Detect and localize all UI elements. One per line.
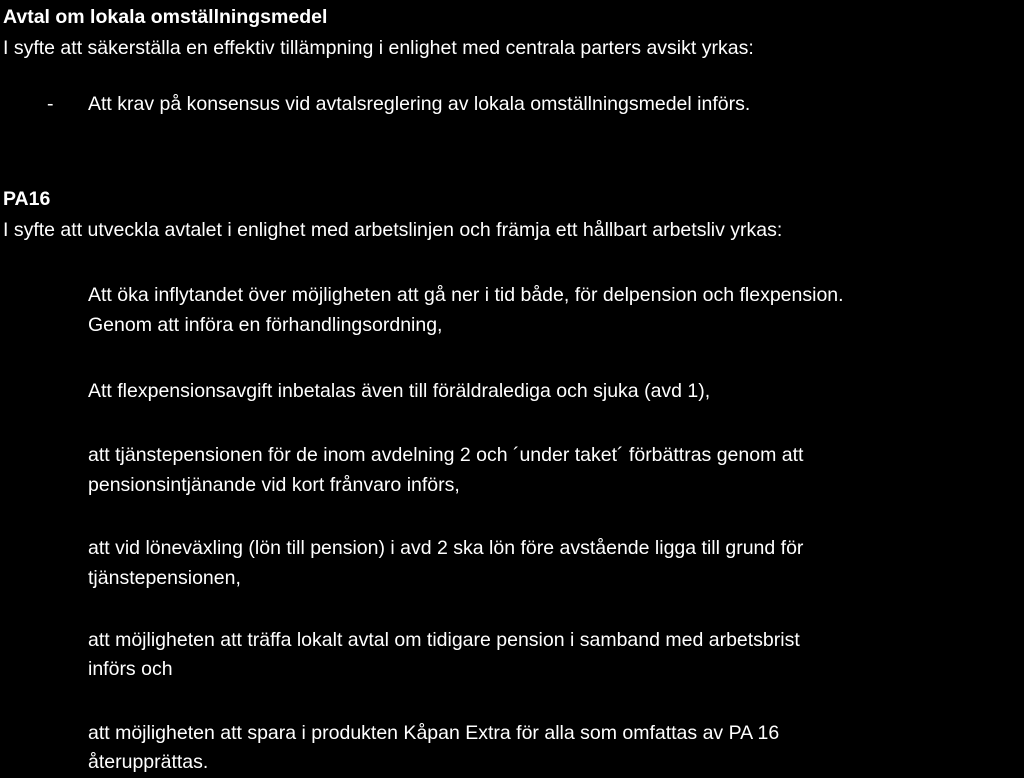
bullet-text: Att krav på konsensus vid avtalsreglering av lokala omställningsmedel införs. (88, 93, 751, 115)
section-intro: I syfte att säkerställa en effektiv tillämpning i enlighet med centrala parters avsikt yrkas: (3, 37, 754, 59)
list-item-line: Genom att införa en förhandlingsordning, (88, 314, 443, 336)
list-item-line: att vid löneväxling (lön till pension) i avd 2 ska lön före avstående ligga till grund för (88, 537, 804, 559)
list-item-line: tjänstepensionen, (88, 567, 241, 589)
section-title: PA16 (3, 188, 51, 210)
section-intro: I syfte att utveckla avtalet i enlighet med arbetslinjen och främja ett hållbart arbetsliv yrkas: (3, 219, 783, 241)
list-item-line: införs och (88, 658, 173, 680)
list-item-line: Att flexpensionsavgift inbetalas även till föräldralediga och sjuka (avd 1), (88, 380, 711, 402)
list-item-line: att tjänstepensionen för de inom avdelning 2 och ´under taket´ förbättras genom att (88, 444, 804, 466)
list-item-line: att möjligheten att spara i produkten Kåpan Extra för alla som omfattas av PA 16 (88, 722, 780, 744)
section-title: Avtal om lokala omställningsmedel (3, 6, 328, 28)
list-item-line: återupprättas. (88, 751, 209, 773)
list-item-line: pensionsintjänande vid kort frånvaro införs, (88, 474, 460, 496)
bullet-marker: - (47, 93, 54, 115)
list-item-line: att möjligheten att träffa lokalt avtal om tidigare pension i samband med arbetsbrist (88, 629, 800, 651)
list-item-line: Att öka inflytandet över möjligheten att gå ner i tid både, för delpension och flexpension. (88, 284, 844, 306)
